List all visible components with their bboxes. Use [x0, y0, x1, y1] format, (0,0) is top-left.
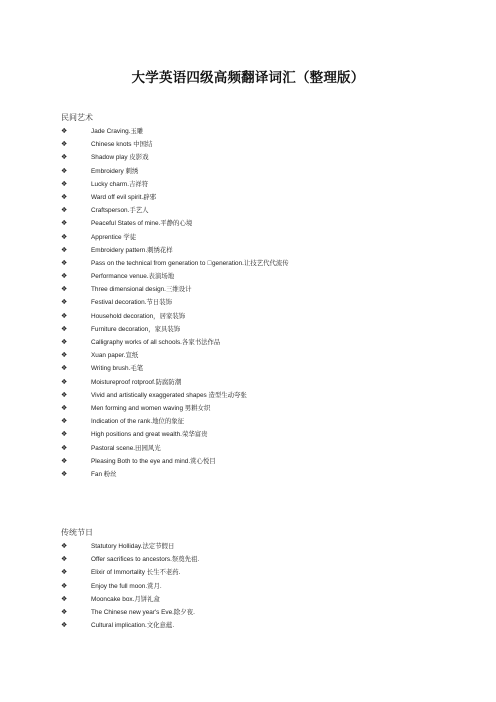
diamond-bullet-icon: ❖ — [61, 456, 68, 465]
vocab-entry: Indication of the rank.地位的象征 — [91, 418, 185, 426]
vocab-entry: Elixir of Immortality 长生不老药. — [91, 569, 181, 577]
list-item — [61, 468, 481, 481]
list-item — [61, 165, 481, 178]
section-traditional-festivals — [61, 526, 481, 632]
vocab-entry: Chinese knots 中国结 — [91, 141, 153, 149]
diamond-bullet-icon: ❖ — [61, 166, 68, 175]
diamond-bullet-icon: ❖ — [61, 417, 68, 426]
list-item — [61, 593, 481, 606]
section-heading: 传统节日 — [61, 528, 93, 537]
list-item — [61, 138, 481, 151]
diamond-bullet-icon: ❖ — [61, 351, 68, 360]
vocab-entry: Cultural implication.文化意蕴. — [91, 622, 175, 630]
diamond-bullet-icon: ❖ — [61, 403, 68, 412]
diamond-bullet-icon: ❖ — [61, 581, 68, 590]
list-item — [61, 323, 481, 336]
vocab-entry: Craftsperson.手艺人 — [91, 207, 149, 215]
diamond-bullet-icon: ❖ — [61, 311, 68, 320]
diamond-bullet-icon: ❖ — [61, 443, 68, 452]
diamond-bullet-icon: ❖ — [61, 245, 68, 254]
diamond-bullet-icon: ❖ — [61, 338, 68, 346]
diamond-bullet-icon: ❖ — [61, 555, 68, 564]
vocab-entry: Enjoy the full moon.赏月. — [91, 582, 162, 590]
vocab-entry: Shadow play 皮影戏 — [91, 154, 149, 162]
diamond-bullet-icon: ❖ — [61, 140, 68, 149]
vocab-entry: Festival decoration.节日装饰 — [91, 299, 172, 307]
vocab-entry: Men forming and women waving 男耕女织 — [91, 404, 211, 412]
diamond-bullet-icon: ❖ — [61, 298, 68, 307]
list-item — [61, 283, 481, 296]
section-heading: 民间艺术 — [61, 113, 93, 122]
vocab-entry: Calligraphy works of all schools.各家书法作品 — [91, 339, 221, 346]
list-item — [61, 310, 481, 323]
vocab-entry: Pass on the technical from generation to  generation.让技艺代代流传 — [91, 259, 289, 267]
list-item — [61, 362, 481, 375]
vocab-entry: Three dimensional design.三维设计 — [91, 286, 192, 294]
vocab-entry: Peaceful States of mine.平静的心境 — [91, 220, 193, 228]
vocab-entry: Furniture decoration，家具装饰 — [91, 325, 181, 333]
list-item — [61, 336, 481, 349]
diamond-bullet-icon: ❖ — [61, 272, 68, 281]
section-folk-art — [61, 111, 481, 481]
list-item — [61, 296, 481, 309]
vocab-entry: Embroidery pattern.刺绣花样 — [91, 246, 173, 254]
diamond-bullet-icon: ❖ — [61, 324, 68, 333]
diamond-bullet-icon: ❖ — [61, 285, 68, 294]
list-item — [61, 389, 481, 402]
diamond-bullet-icon: ❖ — [61, 621, 68, 630]
vocab-list — [61, 125, 481, 481]
diamond-bullet-icon: ❖ — [61, 594, 68, 603]
list-item — [61, 231, 481, 244]
diamond-bullet-icon: ❖ — [61, 542, 68, 550]
vocab-entry: Jade Craving.玉雕 — [91, 128, 144, 135]
vocab-list — [61, 540, 481, 632]
diamond-bullet-icon: ❖ — [61, 127, 68, 135]
list-item — [61, 619, 481, 632]
vocab-entry: Performance venue.表演场地 — [91, 273, 175, 281]
diamond-bullet-icon: ❖ — [61, 258, 68, 267]
diamond-bullet-icon: ❖ — [61, 192, 68, 201]
diamond-bullet-icon: ❖ — [61, 390, 68, 399]
list-item — [61, 553, 481, 566]
vocab-entry: Ward off evil spirit.辟邪 — [91, 193, 156, 201]
diamond-bullet-icon: ❖ — [61, 153, 68, 162]
list-item — [61, 540, 481, 553]
diamond-bullet-icon: ❖ — [61, 206, 68, 215]
list-item — [61, 455, 481, 468]
list-item — [61, 415, 481, 428]
vocab-entry: Pastoral scene.田园风光 — [91, 444, 161, 452]
list-item — [61, 442, 481, 455]
list-item — [61, 402, 481, 415]
diamond-bullet-icon: ❖ — [61, 568, 68, 577]
list-item — [61, 217, 481, 230]
list-item — [61, 566, 481, 579]
list-item — [61, 151, 481, 164]
list-item — [61, 376, 481, 389]
vocab-entry: Writing brush.毛笔 — [91, 365, 144, 373]
vocab-entry: Apprentice 学徒 — [91, 233, 137, 241]
list-item — [61, 428, 481, 441]
diamond-bullet-icon: ❖ — [61, 232, 68, 241]
vocab-entry: Lucky charm.吉祥符 — [91, 180, 149, 188]
document-title: 大学英语四级高频翻译词汇（整理版） — [131, 70, 365, 86]
diamond-bullet-icon: ❖ — [61, 377, 68, 386]
list-item — [61, 178, 481, 191]
diamond-bullet-icon: ❖ — [61, 179, 68, 188]
list-item — [61, 580, 481, 593]
list-item — [61, 349, 481, 362]
vocab-entry: The Chinese new year's Eve.除夕夜. — [91, 608, 195, 616]
diamond-bullet-icon: ❖ — [61, 430, 68, 439]
vocab-entry: Fan 粉丝 — [91, 470, 117, 478]
vocab-entry: Household decoration，居家装饰 — [91, 312, 186, 320]
vocab-entry: Moistureproof rotproof.防腐防潮 — [91, 378, 182, 386]
vocab-entry: Pleasing Both to the eye and mind.赏心悦目 — [91, 457, 216, 465]
diamond-bullet-icon: ❖ — [61, 219, 68, 228]
vocab-entry: Statutory Holliday.法定节假日 — [91, 543, 175, 550]
diamond-bullet-icon: ❖ — [61, 469, 68, 478]
diamond-bullet-icon: ❖ — [61, 364, 68, 373]
vocab-entry: Xuan paper.宣纸 — [91, 352, 139, 360]
diamond-bullet-icon: ❖ — [61, 607, 68, 616]
list-item — [61, 125, 481, 138]
vocab-entry: Offer sacrifices to ancestors.祭奠先祖. — [91, 556, 200, 564]
list-item — [61, 606, 481, 619]
list-item — [61, 191, 481, 204]
list-item — [61, 270, 481, 283]
vocab-entry: Mooncake box.月饼礼盒 — [91, 595, 160, 603]
vocab-entry: High positions and great wealth.荣华富贵 — [91, 431, 208, 439]
list-item — [61, 244, 481, 257]
list-item — [61, 204, 481, 217]
vocab-entry: Embroidery 刺绣 — [91, 167, 139, 175]
vocab-entry: Vivid and artistically exaggerated shapes 造型生动夸张 — [91, 391, 247, 399]
list-item — [61, 257, 481, 270]
